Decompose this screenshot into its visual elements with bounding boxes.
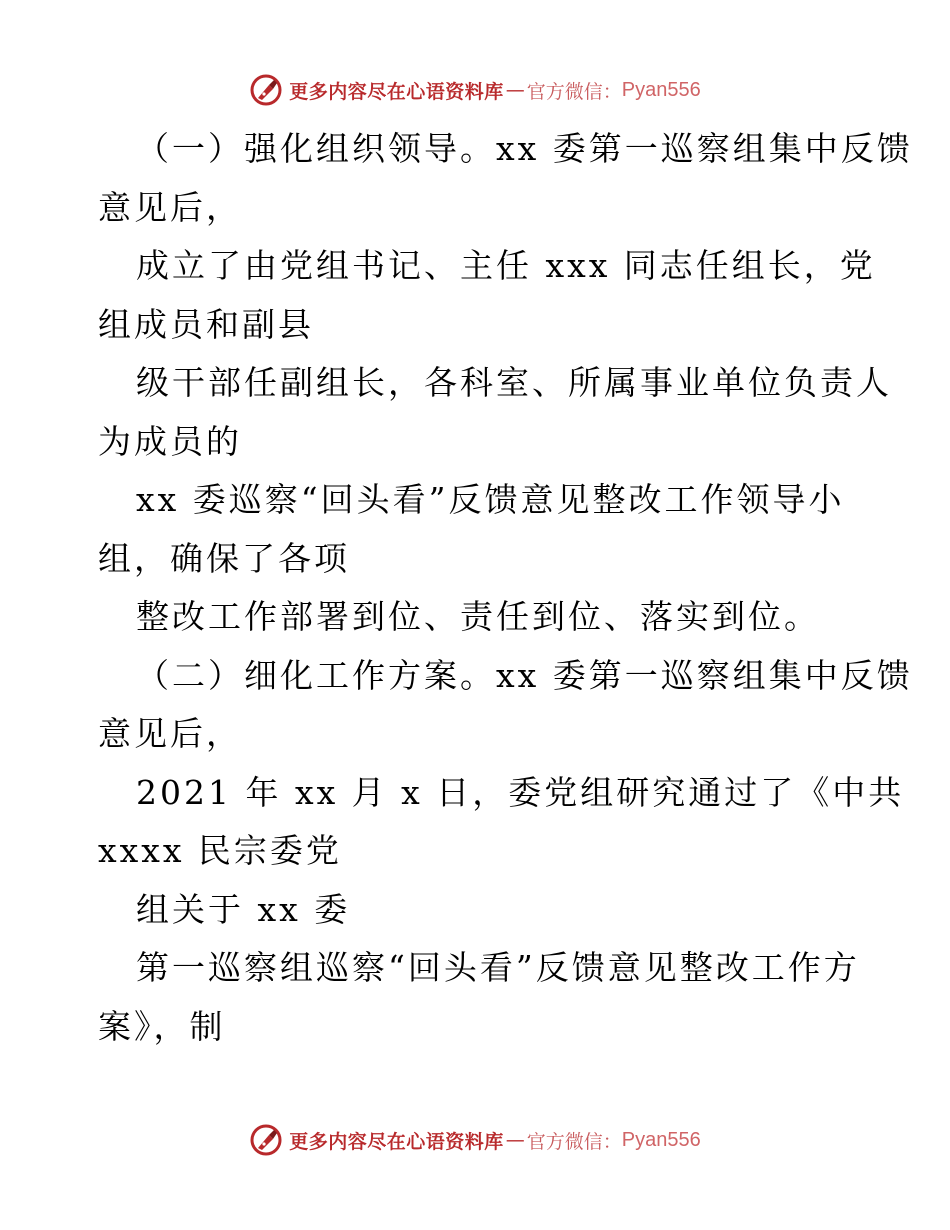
text-line: 组，确保了各项 xyxy=(98,538,350,578)
text-line: xx 委巡察“回头看”反馈意见整改工作领导小 xyxy=(136,480,845,519)
text-line: 意见后， xyxy=(98,187,242,227)
text-line: 意见后， xyxy=(98,714,242,753)
pen-nib-logo-icon xyxy=(249,1123,283,1157)
text-line: 2021 年 xx 月 x 日，委党组研究通过了《中共 xyxy=(136,772,905,812)
text-line: （二）细化工作方案。xx 委第一巡察组集中反馈 xyxy=(136,655,913,695)
text-line: 组成员和副县 xyxy=(98,304,314,344)
text-line: （一）强化组织领导。xx 委第一巡察组集中反馈 xyxy=(136,129,913,168)
banner-sub-text: 官方微信： xyxy=(526,80,622,103)
banner-main-text: 更多内容尽在心语资料库 xyxy=(289,80,504,103)
banner-main-text: 更多内容尽在心语资料库 xyxy=(289,1130,504,1153)
banner-wechat-id: Pyan556 xyxy=(621,1128,701,1151)
banner-separator: — xyxy=(505,79,525,101)
text-line: 组关于 xx 委 xyxy=(136,889,351,929)
text-line: 整改工作部署到位、责任到位、落实到位。 xyxy=(136,597,820,636)
header-banner xyxy=(0,70,950,110)
text-line: 第一巡察组巡察“回头看”反馈意见整改工作方 xyxy=(136,948,860,987)
text-line: 为成员的 xyxy=(98,421,242,461)
banner-sub-text: 官方微信： xyxy=(526,1130,622,1153)
document-body xyxy=(98,120,913,1056)
footer-banner xyxy=(0,1120,950,1160)
text-line: 案》，制 xyxy=(98,1006,226,1046)
text-line: 级干部任副组长，各科室、所属事业单位负责人 xyxy=(136,363,892,402)
text-line: xxxx 民宗委党 xyxy=(98,831,342,870)
banner-wechat-id: Pyan556 xyxy=(621,78,701,101)
pen-nib-logo-icon xyxy=(249,73,283,107)
banner-separator: — xyxy=(505,1129,525,1151)
text-line: 成立了由党组书记、主任 xxx 同志任组长，党 xyxy=(136,246,876,285)
